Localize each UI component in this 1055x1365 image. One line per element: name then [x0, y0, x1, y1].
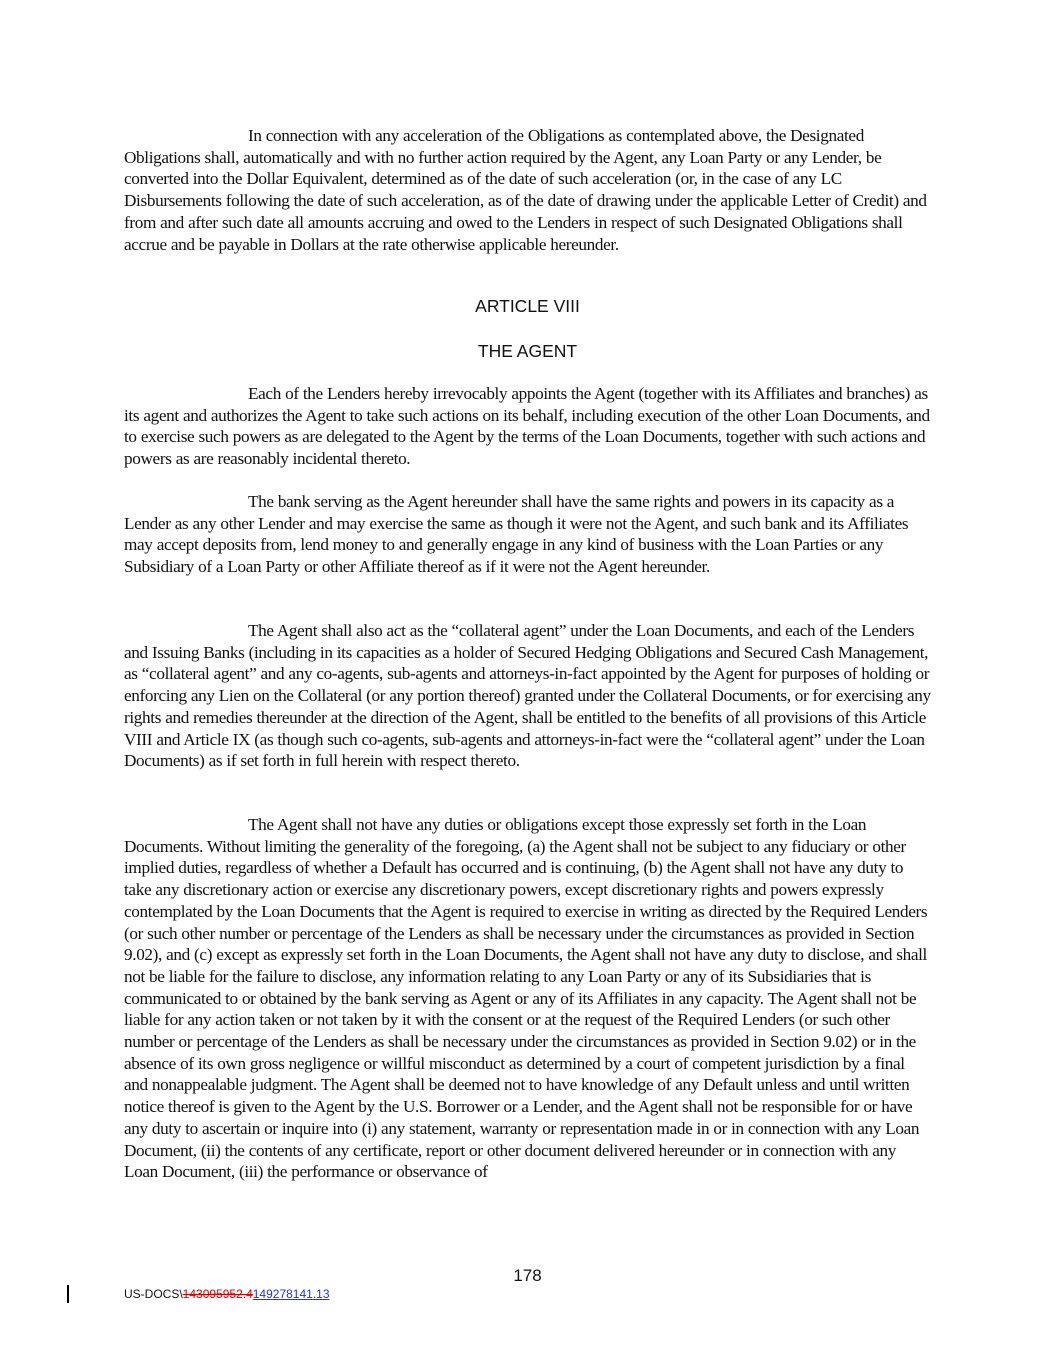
- article-title: THE AGENT: [477, 341, 578, 361]
- article-heading: ARTICLE VIII: [475, 296, 580, 316]
- document-id-prefix: US-DOCS\: [124, 1287, 183, 1301]
- paragraph-acceleration: [124, 125, 932, 255]
- paragraph-acceleration-text: In connection with any acceleration of the Obligations as contemplated above, the Designated Obligations shall, automatically and with no further action required by the Agent, any Loan Party or any Lender, be converted into the Dollar Equivalent, determined as of the date of such acceleration (or, in the case of any LC Disbursements following the date of such acceleration, as of the date of drawing under the applicable Letter of Credit) and from and after such date all amounts accruing and owed to the Lenders in respect of such Designated Obligations shall accrue and be payable in Dollars at the rate otherwise applicable hereunder.: [124, 126, 927, 254]
- revision-bar: [67, 1285, 69, 1303]
- document-id-deleted: 143095952.4: [182, 1287, 253, 1301]
- paragraph-agent-duties: [124, 814, 932, 1183]
- document-id: [124, 1287, 330, 1301]
- paragraph-collateral-agent-text: The Agent shall also act as the “collateral agent” under the Loan Documents, and each of the Lenders and Issuing Banks (including in its capacities as a holder of Secured Hedging Obligations and Secured Cash Management, as “collateral agent” and any co-agents, sub-agents and attorneys-in-fact appointed by the Agent for purposes of holding or enforcing any Lien on the Collateral (or any portion thereof) granted under the Collateral Documents, or for exercising any rights and remedies thereunder at the direction of the Agent, shall be entitled to the benefits of all provisions of this Article VIII and Article IX (as though such co-agents, sub-agents and attorneys-in-fact were the “collateral agent” under the Loan Documents) as if set forth in full herein with respect thereto.: [124, 621, 931, 771]
- document-id-inserted: 149278141.13: [252, 1287, 330, 1301]
- paragraph-agent-duties-text: The Agent shall not have any duties or obligations except those expressly set forth in the Loan Documents. Without limiting the generality of the foregoing, (a) the Agent shall not be subject to any fiduciary or other implied duties, regardless of whether a Default has occurred and is continuing, (b) the Agent shall not have any duty to take any discretionary action or exercise any discretionary powers, except discretionary rights and powers expressly contemplated by the Loan Documents that the Agent is required to exercise in writing as directed by the Required Lenders (or such other number or percentage of the Lenders as shall be necessary under the circumstances as provided in Section 9.02), and (c) except as expressly set forth in the Loan Documents, the Agent shall not have any duty to disclose, and shall not be liable for the failure to disclose, any information relating to any Loan Party or any of its Subsidiaries that is communicated to or obtained by the bank serving as Agent or any of its Affiliates in any capacity. The Agent shall not be liable for any action taken or not taken by it with the consent or at the request of the Required Lenders (or such other number or percentage of the Lenders as shall be necessary under the circumstances as provided in Section 9.02) or in the absence of its own gross negligence or willful misconduct as determined by a court of competent jurisdiction by a final and nonappealable judgment. The Agent shall be deemed not to have knowledge of any Default unless and until written notice thereof is given to the Agent by the U.S. Borrower or a Lender, and the Agent shall not be responsible for or have any duty to ascertain or inquire into (i) any statement, warranty or representation made in or in connection with any Loan Document, (ii) the contents of any certificate, report or other document delivered hereunder or in connection with any Loan Document, (iii) the performance or observance of: [124, 815, 928, 1182]
- page-number: 178: [513, 1266, 542, 1285]
- paragraph-bank-rights: [124, 491, 932, 578]
- paragraph-appointment: [124, 383, 932, 470]
- paragraph-collateral-agent: [124, 620, 932, 772]
- paragraph-bank-rights-text: The bank serving as the Agent hereunder shall have the same rights and powers in its capacity as a Lender as any other Lender and may exercise the same as though it were not the Agent, and such bank and its Affiliates may accept deposits from, lend money to and generally engage in any kind of business with the Loan Parties or any Subsidiary of a Loan Party or other Affiliate thereof as if it were not the Agent hereunder.: [124, 492, 909, 577]
- paragraph-appointment-text: Each of the Lenders hereby irrevocably appoints the Agent (together with its Affiliates and branches) as its agent and authorizes the Agent to take such actions on its behalf, including execution of the other Loan Documents, and to exercise such powers as are delegated to the Agent by the terms of the Loan Documents, together with such actions and powers as are reasonably incidental thereto.: [124, 384, 930, 469]
